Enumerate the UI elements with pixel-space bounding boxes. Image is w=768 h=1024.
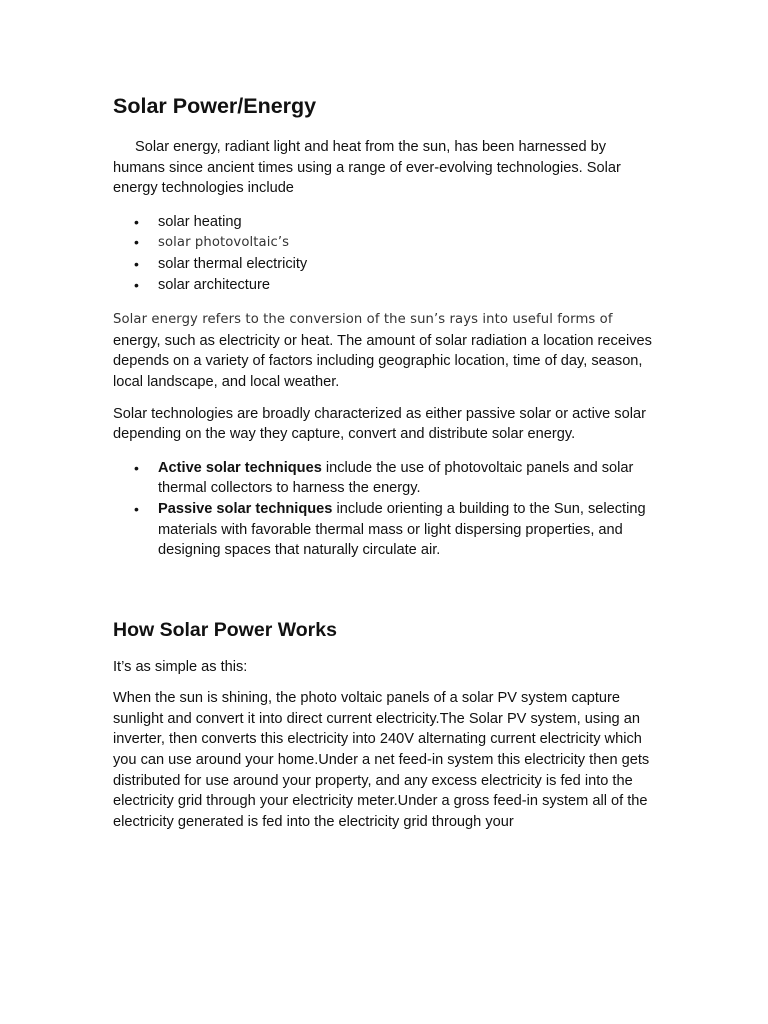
list-item	[113, 212, 653, 233]
list-item-text: solar thermal electricity	[158, 255, 308, 272]
bullet-icon: •	[134, 255, 139, 272]
definition-lead: Solar energy refers to the conversion of the sun’s rays into useful forms of	[113, 312, 613, 328]
definition-paragraph	[113, 309, 653, 392]
technologies-list	[113, 212, 653, 295]
list-item	[113, 275, 653, 296]
section-body: When the sun is shining, the photo voltaic panels of a solar PV system capture sunlight and convert it into direct current electricity.The Solar PV system, using an inverter, then converts this electricity into 240V alternating current electricity which you can use around your home.Under a net feed-in system this electricity then gets distributed for use around your property, and any excess electricity is fed into the electricity grid through your electricity meter.Under a gross feed-in system all of the electricity generated is fed into the electricity grid through your	[113, 690, 650, 830]
list-item	[113, 499, 653, 561]
page-title: Solar Power/Energy	[113, 94, 317, 118]
bullet-icon: •	[134, 234, 139, 251]
list-item-text: solar heating	[158, 213, 242, 230]
technique-description: include the use of photovoltaic panels and solar thermal collectors to harness the energy.	[158, 459, 634, 497]
definition-rest: energy, such as electricity or heat. The amount of solar radiation a location receives depends on a variety of factors including geographic location, time of day, season, local landscape, and local weather.	[113, 332, 652, 390]
section-intro: It’s as simple as this:	[113, 658, 248, 675]
section-spacer	[113, 573, 653, 617]
document-content	[113, 92, 653, 843]
bullet-icon: •	[134, 500, 139, 517]
list-item-text: solar architecture	[158, 276, 270, 293]
intro-paragraph: Solar energy, radiant light and heat from the sun, has been harnessed by humans since ancient times using a range of ever-evolving technologies. Solar energy technologies include	[113, 139, 621, 197]
list-item	[113, 254, 653, 275]
technique-term: Passive solar techniques	[158, 500, 333, 517]
bullet-icon: •	[134, 276, 139, 293]
bullet-icon: •	[134, 459, 139, 476]
bullet-icon: •	[134, 213, 139, 230]
techniques-list	[113, 458, 653, 561]
list-item	[113, 232, 653, 254]
list-item	[113, 458, 653, 499]
technique-description: include orienting a building to the Sun, selecting materials with favorable thermal mass or light dispersing properties, and designing spaces that naturally circulate air.	[158, 500, 646, 559]
section-heading: How Solar Power Works	[113, 618, 337, 641]
classification-paragraph: Solar technologies are broadly characterized as either passive solar or active solar depending on the way they capture, convert and distribute solar energy.	[113, 405, 646, 443]
technique-term: Active solar techniques	[158, 459, 322, 476]
list-item-text: solar photovoltaic’s	[158, 235, 290, 251]
